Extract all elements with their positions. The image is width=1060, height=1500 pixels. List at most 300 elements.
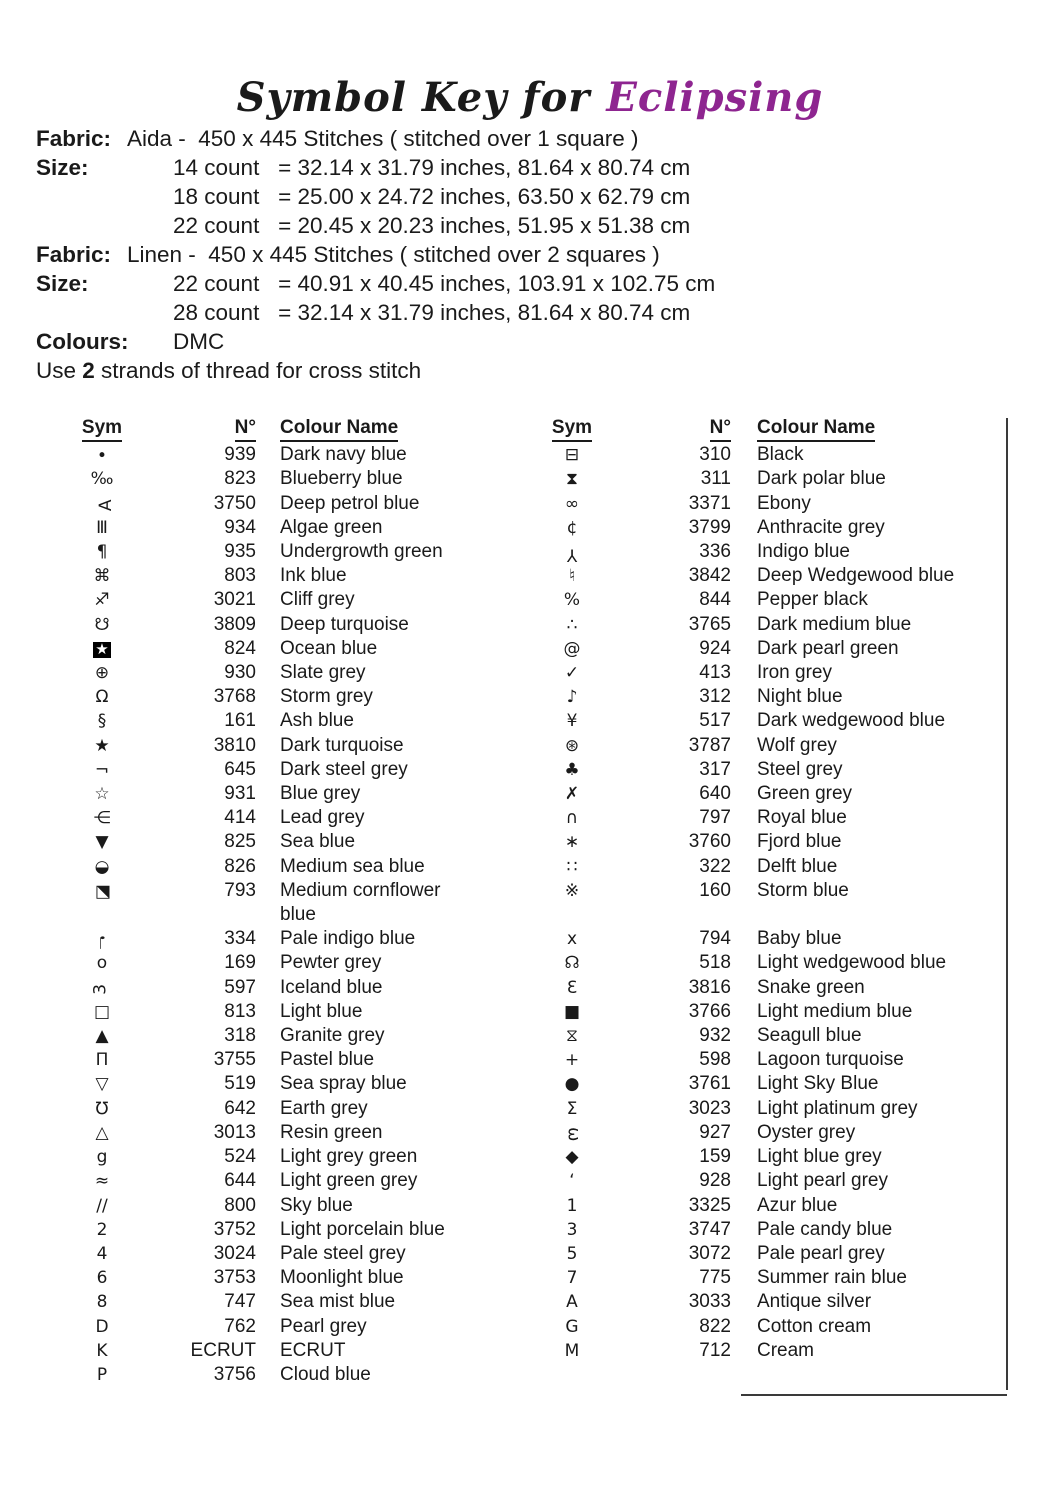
colour-name: Summer rain blue [757,1267,907,1289]
table-row [72,1169,460,1193]
dmc-number: 775 [699,1267,731,1289]
dmc-number: 3325 [688,1194,731,1216]
table-row [544,1072,982,1096]
fabric-info-rows [36,124,715,356]
colour-name: Light platinum grey [757,1097,918,1119]
colour-name: Resin green [280,1121,383,1143]
colour-name: Algae green [280,516,383,538]
table-row [72,976,460,1000]
table-row [544,443,982,467]
table-right-edge-line [1006,418,1008,1390]
dmc-number: 939 [224,444,256,466]
dmc-number: 160 [699,879,731,901]
dmc-number: 927 [699,1121,731,1143]
colour-name: Cream [757,1339,815,1361]
table-row [72,1072,460,1096]
stitch-symbol: ∴ [566,614,578,635]
dmc-number: 822 [699,1315,731,1337]
dmc-number: 803 [224,565,256,587]
table-row [72,1218,460,1242]
colour-name: Delft blue [757,855,838,877]
colour-name: Dark wedgewood blue [757,710,946,732]
dmc-number [600,903,731,927]
info-label: Fabric: [36,126,112,151]
table-row [544,1024,982,1048]
dmc-number: 3752 [213,1218,256,1240]
dmc-number: 3799 [688,516,731,538]
symbol-key-table-left [72,416,460,1387]
table-row [72,1315,460,1339]
table-row [72,1024,460,1048]
info-row [36,153,715,182]
strands-note-prefix: Use [36,358,83,383]
table-row [544,1145,982,1169]
dmc-number: 414 [224,807,256,829]
strands-note [36,356,715,385]
table-row [544,879,982,903]
table-row [544,1315,982,1339]
stitch-symbol: ≈ [94,1171,110,1192]
colour-name: Oyster grey [757,1121,856,1143]
table-row [544,1000,982,1024]
stitch-symbol: D [95,1316,109,1337]
table-row [544,806,982,830]
stitch-symbol: 3 [90,983,111,995]
colour-name: Ebony [757,492,811,514]
colour-name: Sea spray blue [280,1073,407,1095]
colour-name: Deep turquoise [280,613,409,635]
stitch-symbol: ♐ [94,590,110,611]
colour-name: Lead grey [280,807,365,829]
dmc-number: 310 [699,444,731,466]
dmc-number: 3809 [213,613,256,635]
table-row [72,806,460,830]
stitch-symbol: A [566,1292,578,1313]
col-header-sym: Sym [72,416,132,443]
table-row [72,782,460,806]
info-row [36,298,715,327]
stitch-symbol: K [96,1340,108,1361]
stitch-symbol: ω [563,1127,584,1142]
colour-name: Ash blue [280,710,354,732]
info-value: 14 count = 32.14 x 31.79 inches, 81.64 x 80.74 cm [173,155,691,180]
dmc-number: 312 [699,686,731,708]
table-row [544,951,982,975]
colour-name: Cotton cream [757,1315,872,1337]
stitch-symbol: ✓ [564,663,580,684]
colour-name: Light wedgewood blue [757,952,947,974]
table-row [72,951,460,975]
dmc-number: 598 [699,1049,731,1071]
table-row [544,588,982,612]
table-row [72,1048,460,1072]
dmc-number: 644 [224,1170,256,1192]
col-header-colour-name: Colour Name [731,416,982,443]
stitch-symbol: 4 [96,1243,108,1264]
colour-name: Light Sky Blue [757,1073,879,1095]
table-row [72,758,460,782]
colour-name: Iceland blue [280,976,383,998]
table-row [72,685,460,709]
table-row [72,1242,460,1266]
info-value: 22 count = 40.91 x 40.45 inches, 103.91 x 102.75 cm [173,271,716,296]
stitch-symbol: ■ [563,1001,581,1022]
info-row [36,182,715,211]
table-row [544,734,982,758]
dmc-number: 334 [224,928,256,950]
table-row [544,1242,982,1266]
info-row [36,211,715,240]
dmc-number: 747 [224,1291,256,1313]
colour-name: Blue grey [280,783,361,805]
colour-name: Moonlight blue [280,1267,404,1289]
table-row [72,443,460,467]
dmc-number: 318 [224,1025,256,1047]
table-row [72,1097,460,1121]
stitch-symbol: ▽ [95,1074,109,1095]
colour-name: Slate grey [280,662,366,684]
dmc-number: 322 [699,855,731,877]
table-row [72,830,460,854]
stitch-symbol: G [565,1316,579,1337]
table-row [544,613,982,637]
colour-name: Cliff grey [280,589,355,611]
stitch-symbol: ∩ [565,808,579,829]
colour-name: Ocean blue [280,637,378,659]
stitch-symbol: + [564,1050,580,1071]
colour-name [731,903,982,927]
dmc-number: 3760 [688,831,731,853]
stitch-symbol: ¶ [96,542,108,563]
colour-name: Medium sea blue [280,855,425,877]
header-row [544,416,982,443]
dmc-number: 311 [700,468,731,490]
stitch-symbol: △ [95,1122,109,1143]
stitch-symbol: ⊕ [94,663,110,684]
info-label: Size: [36,155,89,180]
stitch-symbol: ‰ [90,469,114,490]
dmc-number: 3033 [688,1291,731,1313]
dmc-number: 645 [224,758,256,780]
table-row [72,492,460,516]
stitch-symbol: ¥ [566,711,578,732]
stitch-symbol: ☋ [94,614,110,635]
table-row [544,903,982,927]
stitch-symbol: ∙ [96,445,108,466]
table-row [544,516,982,540]
stitch-symbol: Ɛ [566,977,578,998]
info-value: DMC [173,329,225,354]
colour-name: Snake green [757,976,865,998]
colour-name: Wolf grey [757,734,837,756]
table-row [72,927,460,951]
colour-name: ECRUT [280,1339,346,1361]
info-label: Fabric: [36,242,112,267]
colour-name: Pearl grey [280,1315,367,1337]
table-row [72,1290,460,1314]
table-row [72,540,460,564]
table-row [544,830,982,854]
colour-name: Green grey [757,783,853,805]
info-label: Colours: [36,329,129,354]
colour-name: Black [757,444,804,466]
table-row [544,637,982,661]
dmc-number: 161 [224,710,256,732]
table-row [544,661,982,685]
colour-name: Ink blue [280,565,347,587]
info-value: 22 count = 20.45 x 20.23 inches, 51.95 x 51.38 cm [173,213,691,238]
stitch-symbol: ∗ [564,832,580,853]
col-header-colour-name: Colour Name [256,416,460,443]
stitch-symbol: Σ [566,1098,578,1119]
info-value: Linen - 450 x 445 Stitches ( stitched over 2 squares ) [127,242,660,267]
table-row [544,492,982,516]
colour-name: Dark polar blue [757,468,886,490]
table-row [72,709,460,733]
colour-name: Indigo blue [757,541,850,563]
table-row [72,855,460,879]
dmc-number: 3013 [213,1121,256,1143]
colour-name: Pale pearl grey [757,1242,885,1264]
stitch-symbol: ∷ [566,856,578,877]
dmc-number: 518 [699,952,731,974]
dmc-number: 931 [224,783,256,805]
stitch-symbol: ∞ [564,493,580,514]
symbol-key-table-right [544,416,982,1363]
stitch-symbol: ⧖ [566,1026,578,1047]
info-value: 18 count = 25.00 x 24.72 inches, 63.50 x 62.79 cm [173,184,691,209]
colour-name: Light blue grey [757,1146,882,1168]
strands-count: 2 [82,358,95,383]
dmc-number: 597 [224,976,256,998]
dmc-number: 712 [699,1339,731,1361]
dmc-number: 317 [699,758,731,780]
colour-name: Cloud blue [280,1363,371,1385]
colour-name: Storm blue [757,879,849,901]
dmc-number: 794 [699,928,731,950]
colour-name: Dark turquoise [280,734,404,756]
stitch-symbol: ‘ [569,1171,575,1192]
table-row [72,1000,460,1024]
colour-name: Pepper black [757,589,868,611]
dmc-number: ECRUT [190,1339,256,1361]
colour-name: Earth grey [280,1097,368,1119]
dmc-number: 932 [699,1025,731,1047]
dmc-number: 823 [224,468,256,490]
colour-name: Pale candy blue [757,1218,893,1240]
stitch-symbol: ⋲ [93,808,111,829]
table-row [72,613,460,637]
table-row [72,588,460,612]
table-row [544,758,982,782]
fabric-info-block [36,124,715,385]
info-label [36,211,127,240]
colour-name: Granite grey [280,1025,385,1047]
dmc-number: 640 [699,783,731,805]
dmc-number: 800 [224,1194,256,1216]
dmc-number: 3842 [688,565,731,587]
table-row [72,1121,460,1145]
dmc-number: 3768 [213,686,256,708]
dmc-number: 524 [224,1146,256,1168]
dmc-number: 3765 [688,613,731,635]
info-label [36,298,127,327]
stitch-symbol: Ω [95,687,109,708]
dmc-number: 3747 [688,1218,731,1240]
stitch-symbol: 6 [96,1268,108,1289]
table-row [544,855,982,879]
info-label [36,182,127,211]
dmc-number: 935 [224,541,256,563]
dmc-number: 762 [224,1315,256,1337]
dmc-number: 159 [699,1146,731,1168]
table-row [72,1145,460,1169]
dmc-number: 825 [224,831,256,853]
dmc-number: 844 [699,589,731,611]
colour-name: Pastel blue [280,1049,375,1071]
col-header-sym: Sym [544,416,600,443]
colour-name: Light pearl grey [757,1170,888,1192]
stitch-symbol: ∀ [93,499,114,511]
colour-name: Deep Wedgewood blue [757,565,955,587]
dmc-number: 642 [224,1097,256,1119]
colour-name: Azur blue [757,1194,838,1216]
colour-name: Seagull blue [757,1025,862,1047]
stitch-symbol: ¬ [94,759,110,780]
table-row [544,782,982,806]
table-row [544,1097,982,1121]
dmc-number: 336 [699,541,731,563]
dmc-number: 3072 [688,1242,731,1264]
stitch-symbol: ♪ [566,687,578,708]
stitch-symbol: P [96,1364,108,1385]
colour-name: Royal blue [757,807,847,829]
dmc-number: 413 [699,662,731,684]
stitch-symbol: 8 [96,1292,108,1313]
colour-name: Anthracite grey [757,516,885,538]
dmc-number: 3021 [213,589,256,611]
info-row [36,124,715,153]
stitch-symbol: ⌘ [93,566,111,587]
dmc-number: 3371 [688,492,731,514]
dmc-number: 813 [224,1000,256,1022]
table-row [72,1194,460,1218]
table-row [72,661,460,685]
info-row [36,327,715,356]
info-row [36,240,715,269]
stitch-symbol: ♮ [568,566,576,587]
dmc-number: 3787 [688,734,731,756]
table-row [544,1218,982,1242]
table-row [544,540,982,564]
colour-name: Sky blue [280,1194,353,1216]
info-value: 28 count = 32.14 x 31.79 inches, 81.64 x 80.74 cm [173,300,691,325]
stitch-symbol: Ⅲ [96,517,108,538]
colour-name: Pale steel grey [280,1242,406,1264]
title-pattern-name: Eclipsing [606,74,824,121]
info-label: Size: [36,271,89,296]
stitch-symbol: ◩ [93,884,114,901]
colour-name: Dark navy blue [280,444,407,466]
stitch-symbol: ♣ [564,759,580,780]
dmc-number: 826 [224,855,256,877]
table-row [72,564,460,588]
stitch-symbol: ★ [94,735,110,756]
dmc-number: 934 [224,516,256,538]
stitch-symbol: □ [93,1001,111,1022]
dmc-number: 3753 [213,1267,256,1289]
col-header-number: N° [600,416,731,443]
table-row [72,467,460,491]
colour-name: Light grey green [280,1146,418,1168]
dmc-number: 169 [224,952,256,974]
stitch-symbol: ◒ [94,856,110,877]
colour-name: Light blue [280,1000,363,1022]
stitch-symbol: ※ [564,880,580,901]
dmc-number: 3750 [213,492,256,514]
table-row [72,1363,460,1387]
dmc-number: 3755 [213,1049,256,1071]
stitch-symbol: ♩ [97,931,107,952]
dmc-number: 930 [224,662,256,684]
stitch-symbol: g [96,1147,108,1168]
stitch-symbol: ⧗ [566,469,578,490]
stitch-symbol: 3 [566,1219,578,1240]
dmc-number: 793 [224,879,256,901]
stitch-symbol: ✗ [564,784,580,805]
table-row [544,1290,982,1314]
stitch-symbol: ☊ [564,953,580,974]
table-row [72,734,460,758]
dmc-number: 924 [699,637,731,659]
table-bottom-edge-line [741,1394,1007,1396]
table-row [544,467,982,491]
colour-name: Dark medium blue [757,613,912,635]
dmc-number: 797 [699,807,731,829]
colour-name: Pewter grey [280,952,382,974]
colour-name: Medium cornflower blue [280,879,441,926]
table-row [544,709,982,733]
stitch-symbol: @ [563,638,581,659]
info-value: Aida - 450 x 445 Stitches ( stitched over 1 square ) [127,126,639,151]
dmc-number: 3756 [213,1363,256,1385]
colour-name: Dark steel grey [280,758,408,780]
stitch-symbol: ℧ [95,1098,109,1119]
dmc-number: 519 [224,1073,256,1095]
dmc-number: 517 [699,710,731,732]
stitch-symbol: o [96,953,108,974]
table-row [544,1339,982,1363]
table-row [72,1339,460,1363]
colour-name: Steel grey [757,758,843,780]
dmc-number: 3766 [688,1000,731,1022]
stitch-symbol: 2 [96,1219,108,1240]
page-title [0,74,1060,121]
stitch-symbol: ∕∕ [96,1195,108,1216]
colour-name: Light porcelain blue [280,1218,445,1240]
dmc-number: 3761 [688,1073,731,1095]
table-row [72,516,460,540]
stitch-symbol: § [97,711,107,732]
colour-name: Dark pearl green [757,637,899,659]
stitch-symbol: ★ [95,639,109,658]
table-row [72,879,460,927]
dmc-number: 928 [699,1170,731,1192]
dmc-number: 3810 [213,734,256,756]
col-header-number: N° [132,416,256,443]
header-row [72,416,460,443]
stitch-symbol: ◆ [565,1147,579,1168]
